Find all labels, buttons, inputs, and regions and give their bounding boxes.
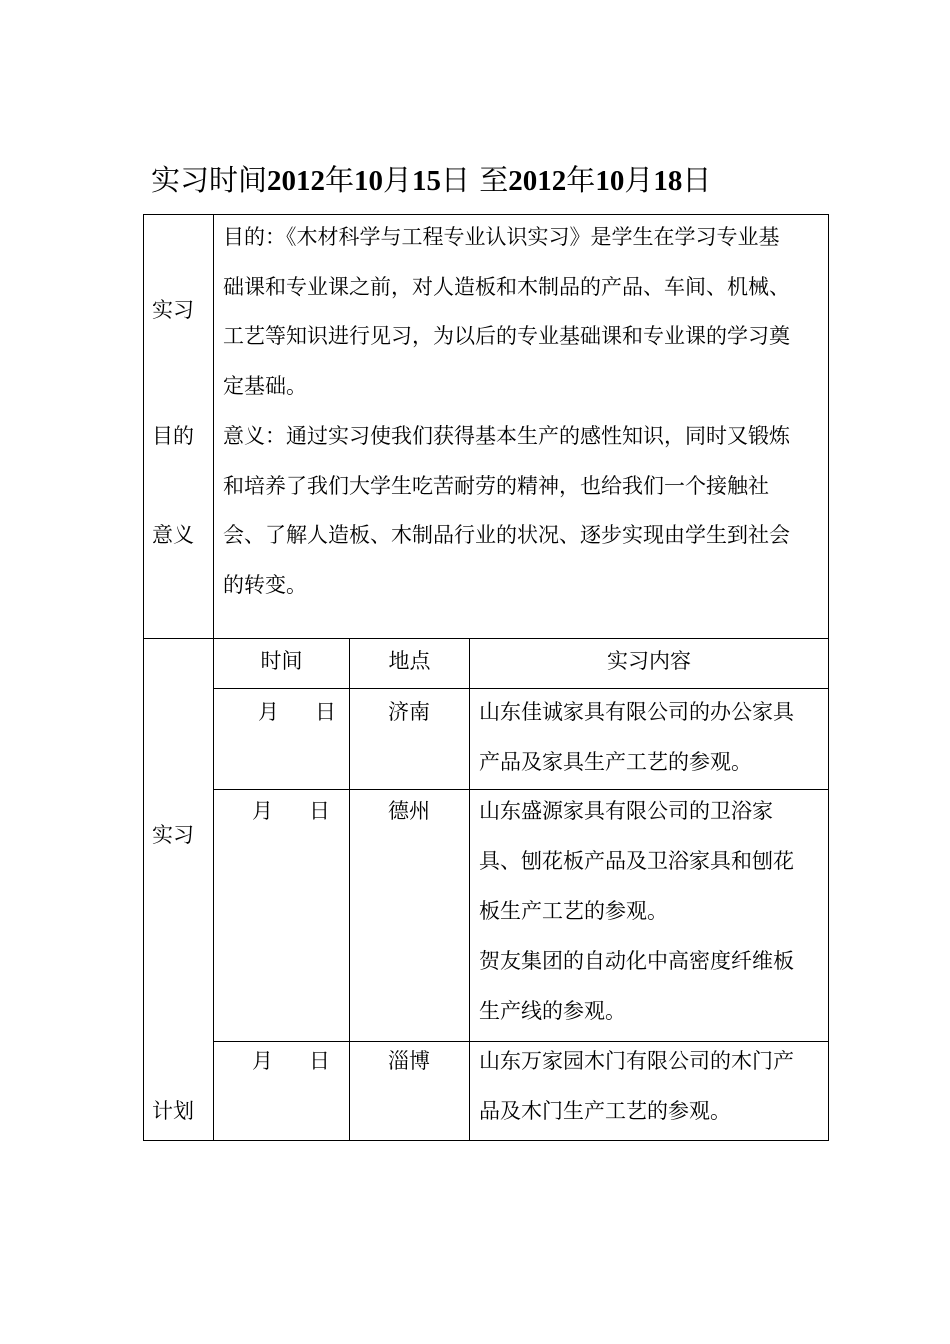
row-month: 月 xyxy=(258,700,279,724)
row-content-line: 贺友集团的自动化中高密度纤维板 xyxy=(479,949,794,973)
meaning-text-line: 和培养了我们大学生吃苦耐劳的精神，也给我们一个接触社 xyxy=(223,474,769,498)
section1-label-line: 实习 xyxy=(152,298,194,322)
row-place: 济南 xyxy=(388,700,430,724)
header-place: 地点 xyxy=(388,649,431,673)
header-content: 实习内容 xyxy=(607,649,691,673)
start-month: 10 xyxy=(354,165,384,197)
meaning-text-line: 的转变。 xyxy=(223,573,307,597)
row-month: 月 xyxy=(252,1049,273,1073)
row-day: 日 xyxy=(315,700,336,724)
row-day: 日 xyxy=(309,1049,330,1073)
meaning-text-line: 会、了解人造板、木制品行业的状况、逐步实现由学生到社会 xyxy=(223,523,790,547)
title-prefix: 实习时间 xyxy=(151,163,268,197)
section2-label-line: 实习 xyxy=(152,823,194,847)
table-border-right xyxy=(828,214,829,1141)
row-place: 德州 xyxy=(388,799,430,823)
row-place: 淄博 xyxy=(388,1049,430,1073)
internship-period-title: 实习时间2012年10月15日 至2012年10月18日 xyxy=(151,163,712,197)
start-day: 15 xyxy=(412,165,442,197)
row-content-line: 生产线的参观。 xyxy=(479,999,626,1023)
row-month: 月 xyxy=(252,799,273,823)
table-border-bottom xyxy=(143,1140,829,1141)
purpose-text-line: 础课和专业课之前，对人造板和木制品的产品、车间、机械、 xyxy=(223,275,790,299)
table-border-left xyxy=(143,214,144,1141)
start-year: 2012 xyxy=(267,165,326,197)
row-content-line: 具、刨花板产品及卫浴家具和刨花 xyxy=(479,849,794,873)
table-divider xyxy=(469,638,470,1141)
meaning-text-line: 意义：通过实习使我们获得基本生产的感性知识，同时又锻炼 xyxy=(223,424,790,448)
purpose-text-line: 定基础。 xyxy=(223,374,307,398)
table-divider xyxy=(349,638,350,1141)
end-year: 2012 xyxy=(508,165,567,197)
row-content-line: 山东万家园木门有限公司的木门产 xyxy=(479,1049,794,1073)
end-day: 18 xyxy=(653,165,683,197)
row-content-line: 山东佳诚家具有限公司的办公家具 xyxy=(479,700,794,724)
end-month: 10 xyxy=(595,165,625,197)
purpose-text-line: 工艺等知识进行见习，为以后的专业基础课和专业课的学习奠 xyxy=(223,324,790,348)
section1-label-line: 目的 xyxy=(152,424,194,448)
row-content-line: 山东盛源家具有限公司的卫浴家 xyxy=(479,799,773,823)
section2-label-line: 计划 xyxy=(152,1099,194,1123)
section1-label-line: 意义 xyxy=(152,523,194,547)
row-content-line: 板生产工艺的参观。 xyxy=(479,899,668,923)
row-content-line: 品及木门生产工艺的参观。 xyxy=(479,1099,731,1123)
header-time: 时间 xyxy=(260,649,303,673)
row-day: 日 xyxy=(309,799,330,823)
row-content-line: 产品及家具生产工艺的参观。 xyxy=(479,750,752,774)
purpose-text-line: 目的：《木材科学与工程专业认识实习》是学生在学习专业基 xyxy=(223,225,780,249)
